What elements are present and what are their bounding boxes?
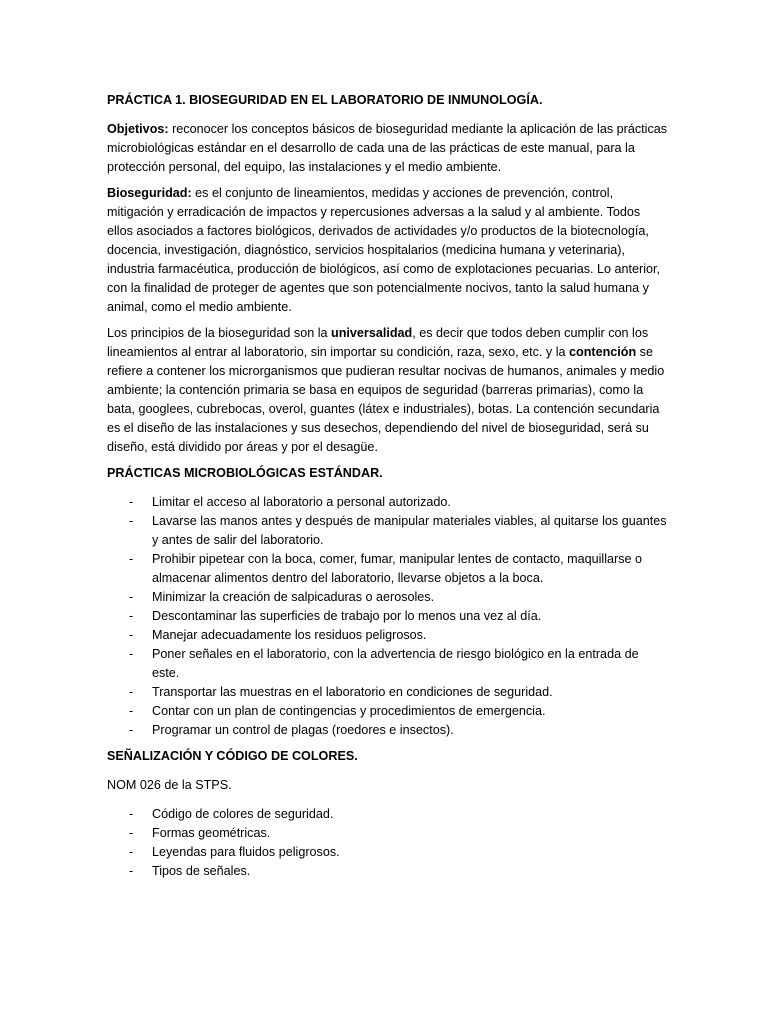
list-item-text: Programar un control de plagas (roedores e insectos). (152, 723, 454, 737)
dash-bullet: - (129, 514, 134, 528)
dash-bullet: - (129, 826, 134, 840)
practicas-list (107, 493, 669, 740)
principios-text-1: Los principios de la bioseguridad son la (107, 326, 332, 340)
universalidad-term: universalidad (331, 326, 413, 340)
bioseguridad-label: Bioseguridad: (107, 186, 192, 200)
page-title: PRÁCTICA 1. BIOSEGURIDAD EN EL LABORATORIO DE INMUNOLOGÍA. (107, 93, 543, 107)
list-item-text: Manejar adecuadamente los residuos peligrosos. (152, 628, 427, 642)
dash-bullet: - (129, 495, 134, 509)
list-item-text: Leyendas para fluidos peligrosos. (152, 845, 340, 859)
contencion-term: contención (569, 345, 637, 359)
dash-bullet: - (129, 723, 134, 737)
list-item-text: Formas geométricas. (152, 826, 271, 840)
list-item (107, 843, 669, 862)
principios-paragraph (107, 324, 669, 457)
list-item (107, 550, 669, 588)
list-item (107, 683, 669, 702)
bioseguridad-paragraph (107, 184, 669, 317)
nom-reference: NOM 026 de la STPS. (107, 778, 232, 792)
dash-bullet: - (129, 864, 134, 878)
list-item (107, 493, 669, 512)
list-item (107, 824, 669, 843)
list-item (107, 607, 669, 626)
practicas-heading: PRÁCTICAS MICROBIOLÓGICAS ESTÁNDAR. (107, 466, 383, 480)
dash-bullet: - (129, 628, 134, 642)
objetivos-paragraph (107, 120, 669, 177)
list-item-text: Código de colores de seguridad. (152, 807, 334, 821)
list-item (107, 862, 669, 881)
objetivos-text: reconocer los conceptos básicos de bioseguridad mediante la aplicación de las prácticas microbiológicas estándar en el desarrollo de cada una de las prácticas de este manual, para la protección personal, del equipo, las instalaciones y el medio ambiente. (107, 122, 668, 174)
principios-text-3: se refiere a contener los microrganismos que pudieran resultar nocivas de humanos, animales y medio ambiente; la contención primaria se basa en equipos de seguridad (barreras primarias), como la bata, googlees, cubrebocas, overol, guantes (látex e industriales), botas. La contención secundaria es el diseño de las instalaciones y sus desechos, dependiendo del nivel de bioseguridad, será su diseño, está dividido por áreas y por el desagüe. (107, 345, 665, 454)
list-item-text: Tipos de señales. (152, 864, 251, 878)
dash-bullet: - (129, 647, 134, 661)
list-item (107, 626, 669, 645)
senalizacion-list (107, 805, 669, 881)
list-item (107, 512, 669, 550)
list-item-text: Limitar el acceso al laboratorio a personal autorizado. (152, 495, 451, 509)
dash-bullet: - (129, 807, 134, 821)
list-item (107, 702, 669, 721)
list-item-text: Descontaminar las superficies de trabajo por lo menos una vez al día. (152, 609, 542, 623)
dash-bullet: - (129, 845, 134, 859)
list-item (107, 588, 669, 607)
senalizacion-heading: SEÑALIZACIÓN Y CÓDIGO DE COLORES. (107, 749, 358, 763)
dash-bullet: - (129, 609, 134, 623)
list-item-text: Prohibir pipetear con la boca, comer, fumar, manipular lentes de contacto, maquillarse o almacenar alimentos dentro del laboratorio, llevarse objetos a la boca. (152, 552, 643, 585)
list-item-text: Minimizar la creación de salpicaduras o aerosoles. (152, 590, 435, 604)
bioseguridad-text: es el conjunto de lineamientos, medidas y acciones de prevención, control, mitigación y erradicación de impactos y repercusiones adversas a la salud y al ambiente. Todos ellos asociados a factores biológicos, derivados de actividades y/o productos de la biotecnología, docencia, investigación, diagnóstico, servicios hospitalarios (medicina humana y veterinaria), industria farmacéutica, producción de biológicos, así como de explotaciones pecuarias. Lo anterior, con la finalidad de proteger de agentes que son potencialmente nocivos, tanto la salud humana y animal, como el medio ambiente. (107, 186, 661, 314)
list-item-text: Contar con un plan de contingencias y procedimientos de emergencia. (152, 704, 546, 718)
objetivos-label: Objetivos: (107, 122, 169, 136)
list-item-text: Lavarse las manos antes y después de manipular materiales viables, al quitarse los guantes y antes de salir del laboratorio. (152, 514, 667, 547)
list-item-text: Transportar las muestras en el laboratorio en condiciones de seguridad. (152, 685, 553, 699)
list-item (107, 805, 669, 824)
list-item (107, 721, 669, 740)
dash-bullet: - (129, 704, 134, 718)
dash-bullet: - (129, 685, 134, 699)
principios-text-2: , es decir que todos deben cumplir con los lineamientos al entrar al laboratorio, sin importar su condición, raza, sexo, etc. y la (107, 326, 649, 359)
list-item (107, 645, 669, 683)
document-body (107, 91, 669, 888)
dash-bullet: - (129, 590, 134, 604)
dash-bullet: - (129, 552, 134, 566)
list-item-text: Poner señales en el laboratorio, con la advertencia de riesgo biológico en la entrada de este. (152, 647, 639, 680)
